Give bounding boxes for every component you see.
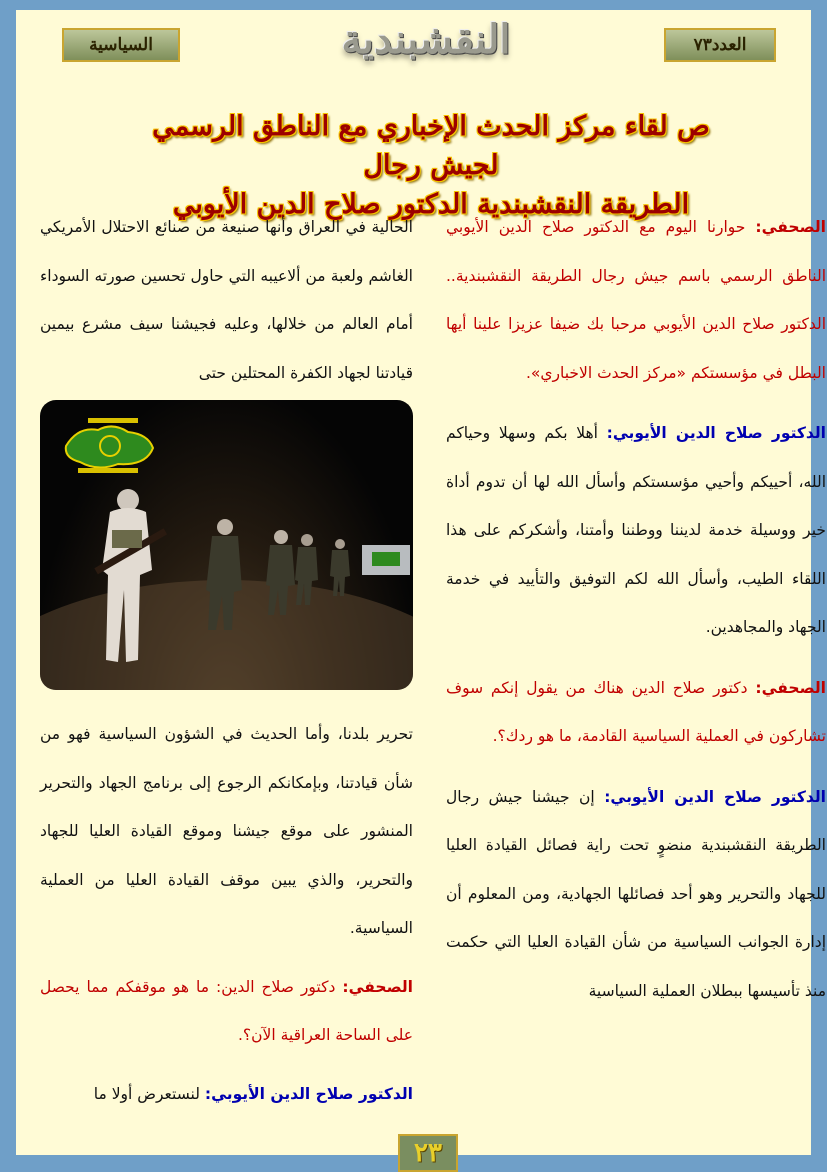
magazine-logo-text: النقشبندية (341, 16, 511, 63)
issue-badge: العدد٧٣ (664, 28, 776, 62)
question-3 (40, 963, 413, 1060)
answer-2-text: إن جيشنا جيش رجال الطريقة النقشبندية منضوٍ تحت راية فصائل القيادة العليا للجهاد والتحرير وهو أحد فصائلها الجهادية، ومن المعلوم أن إدارة الجوانب السياسية من شأن القيادة العليا التي حكمت منذ تأسيسها ببطلان العملية السياسية (446, 787, 826, 1000)
right-column (446, 203, 826, 1015)
answer-3-speaker: الدكتور صلاح الدين الأيوبي: (204, 1084, 413, 1103)
magazine-page (16, 10, 826, 1168)
answer-1-text: أهلا بكم وسهلا وحياكم الله، أحييكم وأحيي مؤسستكم وأسأل الله لها أن تدوم أداة خير ووسيلة خدمة لديننا ووطننا وأمتنا، وأشكركم على هذا اللقاء الطيب، وأسأل الله لكم التوفيق والتأييد في خدمة الجهاد والمجاهدين. (446, 424, 826, 636)
question-1-text: حوارنا اليوم مع الدكتور صلاح الدين الأيوبي الناطق الرسمي باسم جيش رجال الطريقة النقشبندية.. الدكتور صلاح الدين الأيوبي مرحبا بك ضيفا عزيزا علينا أيها البطل في مؤسستكم «مركز الحدث الاخباري». (446, 218, 826, 382)
question-1-speaker: الصحفي: (755, 218, 826, 236)
question-2 (446, 664, 826, 761)
fighters-photo (40, 400, 413, 690)
magazine-logo (316, 16, 536, 96)
question-3-text: دكتور صلاح الدين: ما هو موقفكم مما يحصل على الساحة العراقية الآن؟. (40, 977, 413, 1044)
left-column-top (40, 203, 413, 397)
page-number: ٢٣ (398, 1134, 458, 1172)
question-2-text: دكتور صلاح الدين هناك من يقول إنكم سوف تشاركون في العملية السياسية القادمة، ما هو ردك؟. (446, 678, 826, 745)
answer-3 (40, 1070, 413, 1119)
answer-1 (446, 409, 826, 652)
answer-3-text: لنستعرض أولا ما (93, 1084, 205, 1103)
left-column-bottom-text: تحرير بلدنا، وأما الحديث في الشؤون السياسية فهو من شأن قيادتنا، وبإمكانكم الرجوع إلى برنامج الجهاد والتحرير المنشور على موقع جيشنا وموقع القيادة العليا للجهاد والتحرير، والذي يبين موقف القيادة العليا من العملية السياسية. (40, 725, 413, 937)
question-3-speaker: الصحفي: (342, 977, 413, 996)
left-column-top-text: الحالية في العراق وأنها صنيعة من صنائع الاحتلال الأمريكي الغاشم ولعبة من ألاعيبه التي حاول تحسين صورته السوداء أمام العالم من خلالها، وعليه فجيشنا سيف مشرع بيمين قيادتنا لجهاد الكفرة المحتلين حتى (40, 218, 413, 382)
question-2-speaker: الصحفي: (755, 678, 826, 697)
section-badge: السياسية (62, 28, 180, 62)
answer-1-speaker: الدكتور صلاح الدين الأيوبي: (606, 424, 826, 442)
fighters-silhouettes (40, 400, 413, 690)
headline-line-1: ص لقاء مركز الحدث الإخباري مع الناطق الرسمي لجيش رجال (152, 111, 710, 181)
question-1 (446, 203, 826, 397)
left-column-bottom (40, 710, 413, 1118)
answer-2-speaker: الدكتور صلاح الدين الأيوبي: (604, 787, 826, 806)
answer-2 (446, 773, 826, 1016)
headline-line-2: الطريقة النقشبندية الدكتور صلاح الدين الأيوبي (172, 189, 690, 220)
